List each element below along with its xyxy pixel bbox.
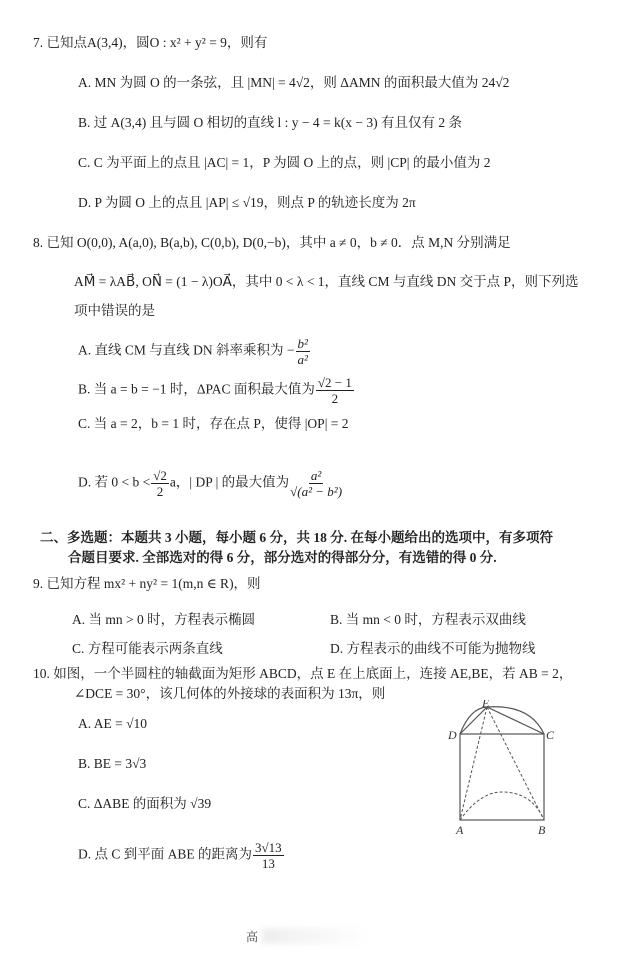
footer-text: 高 [246,930,259,944]
q9-stem: 9. 已知方程 mx² + ny² = 1(m,n ∈ R)，则 [33,576,261,591]
option-text: D. 点 C 到平面 ABE 的距离为 [78,846,253,862]
q7-stem: 7. 已知点A(3,4)，圆O : x² + y² = 9，则有 [33,35,268,50]
numerator: 3√13 [255,840,282,855]
q9-option-d: D. 方程表示的曲线不可能为抛物线 [330,641,536,656]
numerator: a² [310,468,322,483]
denominator: 2 [156,484,164,499]
q9-option-b: B. 当 mn < 0 时，方程表示双曲线 [330,612,526,627]
section-heading-2: 合题目要求. 全部选对的得 6 分，部分选对的得部分分，有选错的得 0 分. [68,550,497,565]
q7-option-b: B. 过 A(3,4) 且与圆 O 相切的直线 l : y − 4 = k(x − 3) 有且仅有 2 条 [78,115,462,130]
q8-stem-1: 8. 已知 O(0,0), A(a,0), B(a,b), C(0,b), D(0,−b)，其中 a ≠ 0，b ≠ 0．点 M,N 分别满足 [33,235,511,250]
fraction [253,840,284,871]
fraction [316,375,354,406]
numerator: √2 − 1 [317,375,352,390]
q10-stem-1: 10. 如图，一个半圆柱的轴截面为矩形 ABCD，点 E 在上底面上，连接 AE,BE，若 AB = 2， [33,666,573,681]
q10-option-b: B. BE = 3√3 [78,756,147,771]
option-text: B. 当 a = b = −1 时，ΔPAC 面积最大值为 [78,381,315,397]
label-c: C [546,728,555,742]
edge-ed [460,707,487,734]
option-text: A. 直线 CM 与直线 DN 斜率乘积为 − [78,342,295,358]
edge-eb [487,707,544,820]
section-heading-1: 二、多选题：本题共 3 小题，每小题 6 分，共 18 分. 在每小题给出的选项中，有多项符 [40,530,553,545]
q7-option-d: D. P 为圆 O 上的点且 |AP| ≤ √19，则点 P 的轨迹长度为 2π [78,195,416,210]
denominator: 2 [331,391,339,406]
rectangle-abcd [460,734,544,820]
q10-option-d [78,840,285,871]
denominator: 13 [261,856,275,871]
bottom-arc [460,792,544,820]
q10-stem-2: ∠DCE = 30°，该几何体的外接球的表面积为 13π，则 [74,686,386,701]
fraction [151,468,169,499]
q10-option-a: A. AE = √10 [78,716,148,731]
blurred-watermark [262,928,372,944]
option-text: a，| DP | 的最大值为 [169,474,290,490]
top-arc [460,707,544,734]
q8-stem-2: AM⃗ = λAB⃗, ON⃗ = (1 − λ)OA⃗，其中 0 < λ < 1，直线 CM 与直线 DN 交于点 P，则下列选 [74,274,579,289]
denominator: a² [297,352,308,367]
fraction [296,336,310,367]
label-d: D [448,728,457,742]
fraction [290,468,342,499]
half-cylinder-figure [440,700,560,840]
numerator: √2 [153,468,167,483]
denominator: √(a² − b²) [290,484,343,499]
label-a: A [456,823,464,837]
q8-option-b [78,375,355,406]
q8-option-a [78,336,311,367]
option-text: D. 若 0 < b < [78,474,151,490]
q9-option-a: A. 当 mn > 0 时，方程表示椭圆 [72,612,256,627]
q7-option-c: C. C 为平面上的点且 |AC| = 1，P 为圆 O 上的点，则 |CP| 的最小值为 2 [78,155,491,170]
q8-option-d [78,468,343,499]
q9-option-c: C. 方程可能表示两条直线 [72,641,223,656]
q8-option-c: C. 当 a = 2，b = 1 时，存在点 P，使得 |OP| = 2 [78,416,349,431]
q10-option-c: C. ΔABE 的面积为 √39 [78,796,212,811]
q8-stem-3: 项中错误的是 [74,303,155,318]
label-b: B [538,823,546,837]
label-e: E [482,700,490,710]
numerator: b² [297,336,308,351]
q7-option-a: A. MN 为圆 O 的一条弦，且 |MN| = 4√2，则 ΔAMN 的面积最大值为 24√2 [78,75,510,90]
